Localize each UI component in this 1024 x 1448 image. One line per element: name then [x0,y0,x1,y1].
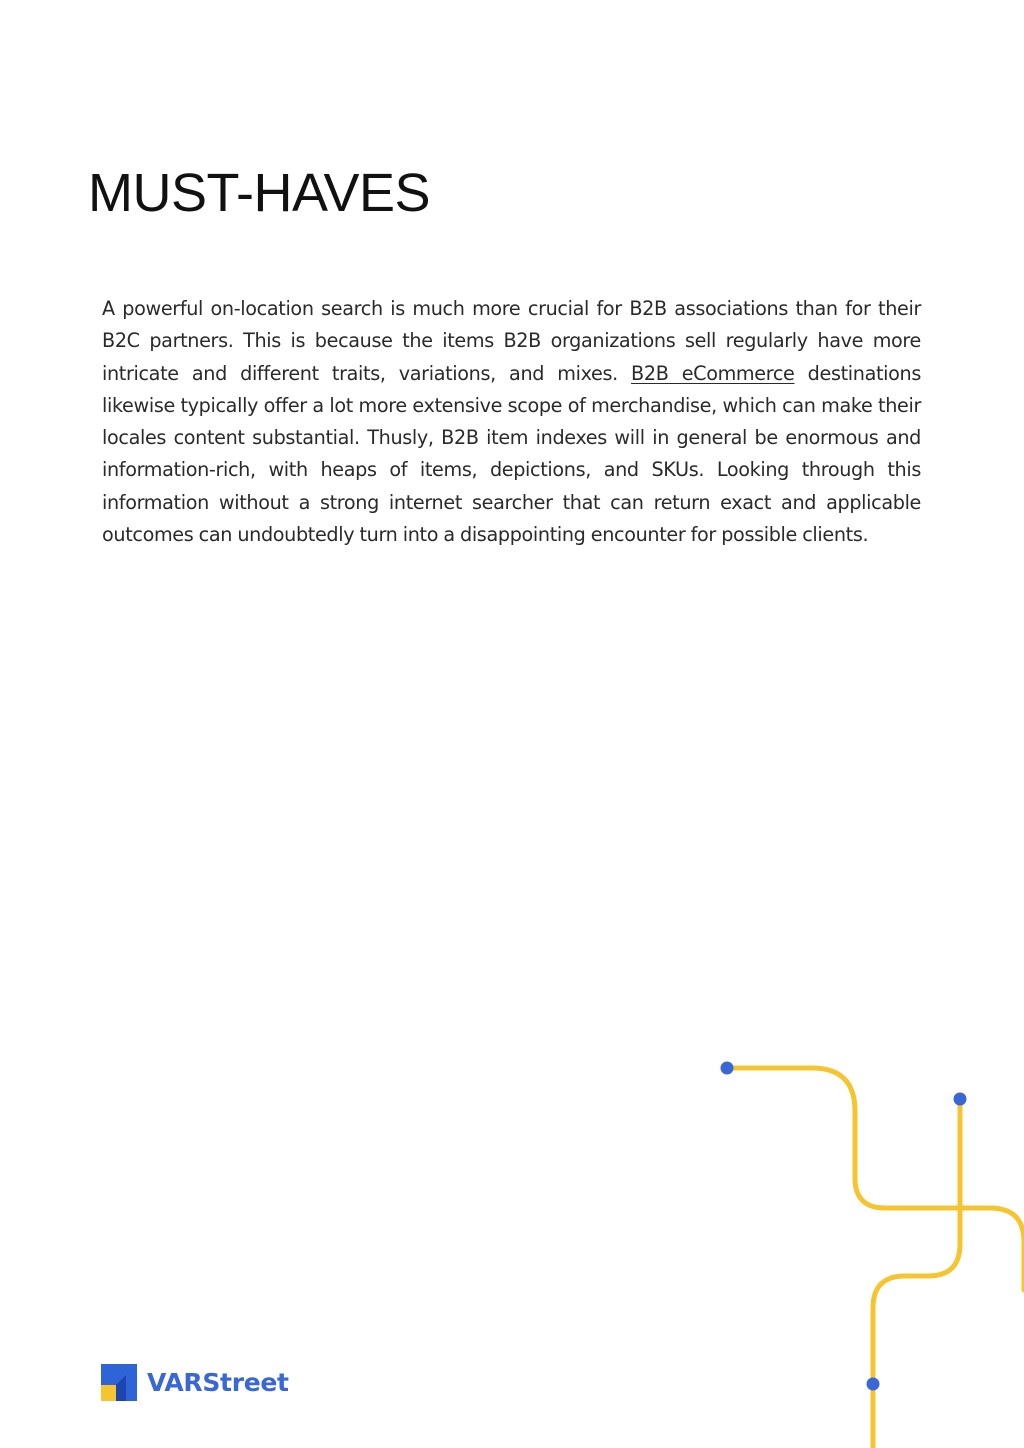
paragraph-text-start: A powerful on-location search is much more crucial for B2B associations than for their B2C partners. This is because the items B2B organizations sell regularly have more intricate and different traits, variations, and mixes. [102,297,921,385]
decor-dot [867,1378,880,1391]
decorative-lines-graphic [700,1040,1024,1448]
varstreet-logo-icon [101,1364,137,1401]
decor-dot [721,1062,734,1075]
decor-line-lower [873,1099,960,1448]
b2b-ecommerce-link[interactable]: B2B eCommerce [631,361,795,385]
decor-line-upper [727,1068,1024,1290]
logo-text: VARStreet [147,1368,289,1397]
varstreet-logo [101,1364,289,1401]
body-paragraph [102,293,921,551]
decor-dot [954,1093,967,1106]
page-title: MUST-HAVES [88,163,431,223]
paragraph-text-end: destinations likewise typically offer a lot more extensive scope of merchandise, which can make their locales content substantial. Thusly, B2B item indexes will in general be enormous and information-rich, with heaps of items, depictions, and SKUs. Looking through this information without a strong internet searcher that can return exact and applicable outcomes can undoubtedly turn into a disappointing encounter for possible clients. [102,361,921,547]
